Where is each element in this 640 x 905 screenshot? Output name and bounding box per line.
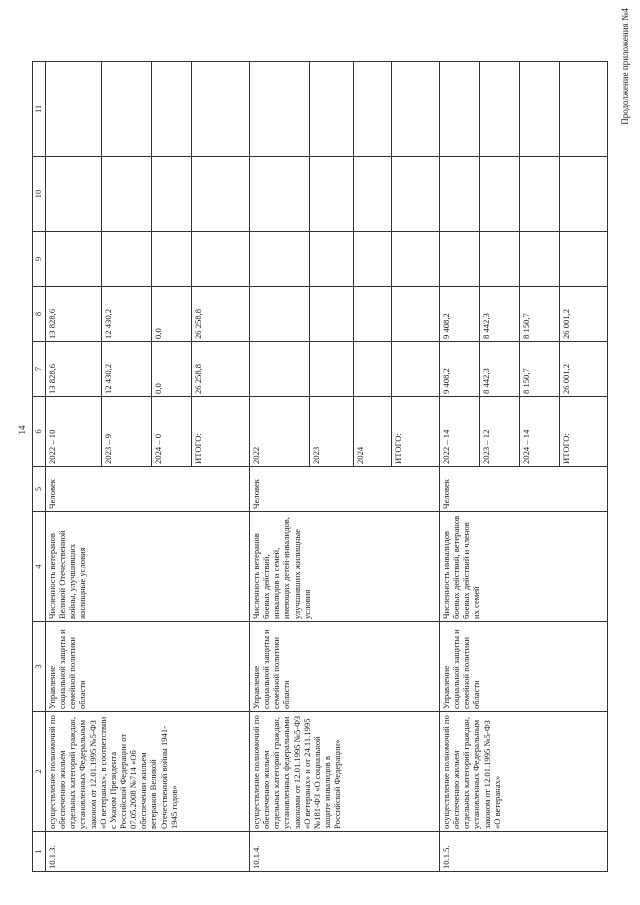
value-cell [46, 62, 102, 157]
value-cell: 12 430,2 [102, 342, 152, 397]
value-cell [310, 232, 354, 287]
value-cell: 0,0 [152, 342, 192, 397]
total-label: ИТОГО: [560, 397, 608, 467]
value-cell: 8 442,3 [480, 342, 520, 397]
value-cell: 8 150,7 [520, 287, 560, 342]
value-cell [560, 157, 608, 232]
header-cell: 10 [33, 157, 46, 232]
header-cell: 2 [33, 712, 46, 832]
value-cell: 12 430,2 [102, 287, 152, 342]
value-cell [354, 62, 392, 157]
value-cell [250, 287, 310, 342]
value-cell: 13 828,6 [46, 287, 102, 342]
item-description: осуществление полномочий по обеспечению жильем отдельных категорий граждан, установленных федеральными законами от 12.01.1995 №5-ФЗ «О ветеранах» и от 24.11.1995 №181-ФЗ «О социальной защите инвалидов в Российской Федерации» [250, 712, 440, 832]
item-description: осуществление полномочий по обеспечению жильем отдельных категорий граждан, установленных Федеральным законом от 12.01.1995 №5-ФЗ «О ветеранах», в соответствии с Указом Президента Российской Федерации от 07.05.2008 №714 «Об обеспечении жильем ветеранов Великой Отечественной войны 1941-1945 годов» [46, 712, 250, 832]
header-cell: 3 [33, 622, 46, 712]
value-cell [354, 232, 392, 287]
value-cell [102, 62, 152, 157]
value-cell [250, 62, 310, 157]
value-cell [392, 232, 440, 287]
header-row [33, 62, 46, 872]
value-cell [520, 232, 560, 287]
value-cell [250, 232, 310, 287]
year-cell: 2024 – 0 [152, 397, 192, 467]
item-description: осуществление полномочий по обеспечению жильем отдельных категорий граждан, установленных Федеральным законом от 12.01.1995 №5-ФЗ «О ветеранах» [440, 712, 608, 832]
table-row [440, 62, 480, 872]
value-cell [192, 232, 250, 287]
item-unit: Человек [46, 467, 250, 512]
value-cell [310, 157, 354, 232]
table-row [46, 62, 102, 872]
header-cell: 5 [33, 467, 46, 512]
header-cell: 8 [33, 287, 46, 342]
total-value: 26 258,8 [192, 342, 250, 397]
header-cell: 9 [33, 232, 46, 287]
value-cell [560, 62, 608, 157]
value-cell: 8 150,7 [520, 342, 560, 397]
value-cell [250, 157, 310, 232]
value-cell [480, 157, 520, 232]
value-cell [354, 157, 392, 232]
value-cell [152, 232, 192, 287]
value-cell [392, 157, 440, 232]
continuation-note: Продолжение приложения №4 [620, 8, 630, 125]
item-indicator: Численность ветеранов Великой Отечественной войны, улучшивших жилищные условия [46, 512, 250, 622]
value-cell: 0,0 [152, 287, 192, 342]
value-cell [152, 62, 192, 157]
header-cell: 4 [33, 512, 46, 622]
value-cell [480, 62, 520, 157]
value-cell [520, 62, 560, 157]
header-cell: 7 [33, 342, 46, 397]
year-cell: 2022 – 14 [440, 397, 480, 467]
item-indicator: Численность ветеранов боевых действий, инвалидов и семей, имеющих детей-инвалидов, улучшивших жилищные условия [250, 512, 440, 622]
year-cell: 2022 – 10 [46, 397, 102, 467]
value-cell [560, 232, 608, 287]
item-unit: Человек [440, 467, 608, 512]
item-executor: Управление социальной защиты и семейной политики области [46, 622, 250, 712]
total-label: ИТОГО: [392, 397, 440, 467]
value-cell [250, 342, 310, 397]
value-cell [480, 232, 520, 287]
total-value: 26 001,2 [560, 342, 608, 397]
item-executor: Управление социальной защиты и семейной политики области [250, 622, 440, 712]
year-cell: 2024 [354, 397, 392, 467]
value-cell [520, 157, 560, 232]
rotated-table-container [32, 62, 587, 872]
value-cell [192, 62, 250, 157]
value-cell [440, 62, 480, 157]
item-executor: Управление социальной защиты и семейной политики области [440, 622, 608, 712]
value-cell [354, 342, 392, 397]
value-cell [310, 342, 354, 397]
value-cell: 13 828,6 [46, 342, 102, 397]
value-cell [102, 157, 152, 232]
value-cell [192, 157, 250, 232]
year-cell: 2023 [310, 397, 354, 467]
value-cell [310, 287, 354, 342]
page-number: 14 [17, 425, 27, 435]
value-cell [46, 157, 102, 232]
year-cell: 2024 – 14 [520, 397, 560, 467]
total-label: ИТОГО: [192, 397, 250, 467]
year-cell: 2023 – 9 [102, 397, 152, 467]
item-indicator: Численность инвалидов боевых действий, ветеранов боевых действий и членов их семей [440, 512, 608, 622]
item-unit: Человек [250, 467, 440, 512]
value-cell [392, 62, 440, 157]
value-cell [152, 157, 192, 232]
item-code: 10.1.3. [46, 832, 250, 872]
value-cell: 9 408,2 [440, 287, 480, 342]
item-code: 10.1.4. [250, 832, 440, 872]
total-value: 26 001,2 [560, 287, 608, 342]
year-cell: 2022 [250, 397, 310, 467]
value-cell [310, 62, 354, 157]
header-cell: 1 [33, 832, 46, 872]
value-cell [354, 287, 392, 342]
table-row [250, 62, 310, 872]
total-value: 26 258,8 [192, 287, 250, 342]
value-cell: 9 408,2 [440, 342, 480, 397]
value-cell: 8 442,3 [480, 287, 520, 342]
total-value [392, 287, 440, 342]
value-cell [102, 232, 152, 287]
value-cell [440, 232, 480, 287]
item-code: 10.1.5. [440, 832, 608, 872]
year-cell: 2023 – 12 [480, 397, 520, 467]
program-table [32, 61, 608, 872]
header-cell: 6 [33, 397, 46, 467]
value-cell [46, 232, 102, 287]
value-cell [440, 157, 480, 232]
header-cell: 11 [33, 62, 46, 157]
total-value [392, 342, 440, 397]
